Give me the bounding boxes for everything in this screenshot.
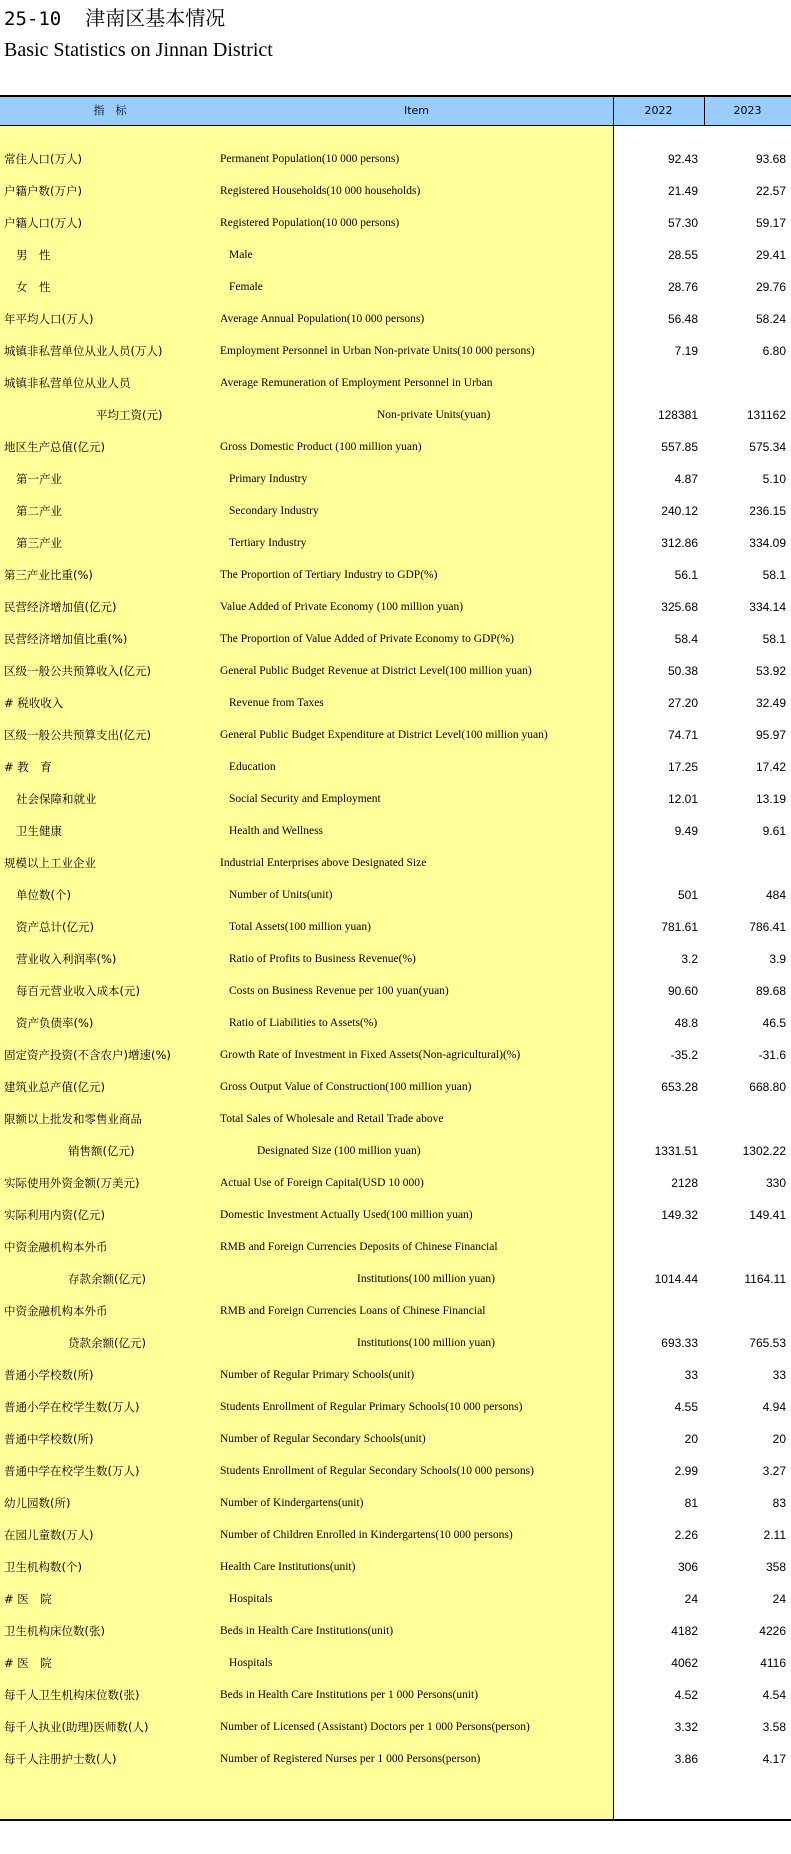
value-2022 [613,847,698,879]
table-row [0,1295,791,1327]
indicator-cn: # 医 院 [4,1656,52,1670]
table-row [0,1231,791,1263]
indicator-cn: 每千人执业(助理)医师数(人) [4,1720,149,1734]
value-2023: 4116 [760,1656,786,1670]
value-2023: 58.24 [755,312,786,326]
indicator-en: RMB and Foreign Currencies Loans of Chinese Financial [220,1305,486,1317]
table-row [0,1327,791,1359]
table-row [0,527,791,559]
value-2023: 3.58 [762,1720,786,1734]
indicator-en: Health Care Institutions(unit) [220,1561,356,1573]
indicator-cn: 平均工资(元) [96,408,163,422]
table-row [0,1359,791,1391]
table-row [0,1711,791,1743]
table-row [0,495,791,527]
value-2023: 29.41 [755,248,786,262]
value-2023 [704,1295,786,1327]
indicator-en: Primary Industry [229,473,308,485]
indicator-cn: 规模以上工业企业 [4,856,96,870]
indicator-cn: 第三产业比重(%) [4,568,93,582]
value-2023: 89.68 [755,984,786,998]
value-2022: 33 [684,1368,698,1382]
value-2023: 2.11 [763,1528,786,1542]
value-2023: 765.53 [749,1336,786,1350]
table-row [0,943,791,975]
value-2022: 28.76 [667,280,698,294]
table-row [0,175,791,207]
value-2022: 557.85 [661,440,698,454]
indicator-cn: 城镇非私营单位从业人员(万人) [4,344,163,358]
indicator-en: Employment Personnel in Urban Non-private Units(10 000 persons) [220,345,535,357]
indicator-cn: 第二产业 [16,504,62,518]
table-title-cn [4,6,225,31]
table-row [0,1135,791,1167]
value-2022: 56.48 [667,312,698,326]
indicator-cn: 民营经济增加值比重(%) [4,632,128,646]
indicator-en: Number of Registered Nurses per 1 000 Persons(person) [220,1753,481,1765]
indicator-en: Costs on Business Revenue per 100 yuan(yuan) [229,985,449,997]
value-2022: 2.26 [674,1528,698,1542]
value-2022: 2.99 [674,1464,698,1478]
table-row [0,271,791,303]
indicator-cn: 建筑业总产值(亿元) [4,1080,105,1094]
indicator-en: Industrial Enterprises above Designated Size [220,857,427,869]
indicator-cn: 资产总计(亿元) [16,920,94,934]
indicator-cn: 营业收入利润率(%) [16,952,117,966]
value-2023: 5.10 [762,472,786,486]
indicator-en: Students Enrollment of Regular Primary Schools(10 000 persons) [220,1401,523,1413]
value-2022: 9.49 [674,824,698,838]
indicator-en: Number of Kindergartens(unit) [220,1497,364,1509]
indicator-en: Ratio of Profits to Business Revenue(%) [229,953,416,965]
table-row [0,399,791,431]
bottom-rule [0,1819,791,1821]
indicator-cn: 男 性 [16,248,51,262]
value-2022: 693.33 [661,1336,698,1350]
indicator-en: Ratio of Liabilities to Assets(%) [229,1017,378,1029]
value-2022: 4.87 [674,472,698,486]
table-row [0,1615,791,1647]
value-2023: 358 [765,1560,786,1574]
value-2022: 3.32 [674,1720,698,1734]
value-2022: 240.12 [661,504,698,518]
table-row [0,655,791,687]
indicator-en: Domestic Investment Actually Used(100 million yuan) [220,1209,473,1221]
value-2023: 1164.11 [744,1272,786,1286]
value-2023: 236.15 [749,504,786,518]
indicator-cn: 城镇非私营单位从业人员 [4,376,131,390]
table-row [0,559,791,591]
value-2022: 1014.44 [654,1272,698,1286]
value-2022: 501 [677,888,698,902]
header-2023: 2023 [733,104,762,117]
indicator-en: Gross Output Value of Construction(100 million yuan) [220,1081,472,1093]
indicator-cn: 每千人注册护士数(人) [4,1752,117,1766]
indicator-cn: 普通小学校数(所) [4,1368,94,1382]
indicator-cn: 实际使用外资金额(万美元) [4,1176,140,1190]
value-2023: 786.41 [749,920,786,934]
table-number: 25-10 [4,8,62,30]
value-2023: 20 [772,1432,786,1446]
indicator-en: Registered Households(10 000 households) [220,185,421,197]
table-row [0,1743,791,1775]
value-2022: 27.20 [667,696,698,710]
value-2022: 4.55 [674,1400,698,1414]
value-2023: 93.68 [755,152,786,166]
value-2023: 58.1 [762,632,786,646]
value-2022: 92.43 [667,152,698,166]
indicator-en: Designated Size (100 million yuan) [257,1145,421,1157]
indicator-cn: 地区生产总值(亿元) [4,440,105,454]
value-2023: 4.17 [762,1752,786,1766]
indicator-cn: 固定资产投资(不含农户)增速(%) [4,1048,171,1062]
table-row [0,335,791,367]
value-2023: 95.97 [755,728,786,742]
indicator-en: Growth Rate of Investment in Fixed Assets(Non-agricultural)(%) [220,1049,521,1061]
table-row [0,591,791,623]
indicator-cn: # 教 育 [4,760,52,774]
value-2022: 325.68 [661,600,698,614]
header-indicator: 指 标 [93,104,127,117]
value-2022 [613,367,698,399]
value-2022: 58.4 [674,632,698,646]
header-item: Item [403,104,430,117]
header-divider [704,97,705,125]
value-2023: 6.80 [762,344,786,358]
table-row [0,463,791,495]
table-row [0,911,791,943]
statistics-table [0,97,791,1820]
indicator-cn: 存款余额(亿元) [68,1272,146,1286]
indicator-cn: # 医 院 [4,1592,52,1606]
value-2022: 17.25 [667,760,698,774]
table-row [0,207,791,239]
table-row [0,1423,791,1455]
indicator-cn: 销售额(亿元) [68,1144,135,1158]
indicator-en: Total Assets(100 million yuan) [229,921,371,933]
indicator-cn: 卫生健康 [16,824,62,838]
indicator-en: Female [229,281,263,293]
value-2022: 4.52 [674,1688,698,1702]
table-row [0,975,791,1007]
table-row [0,623,791,655]
indicator-cn: 常住人口(万人) [4,152,82,166]
value-2023: 334.14 [749,600,786,614]
value-2023: 4226 [759,1624,786,1638]
indicator-en: Gross Domestic Product (100 million yuan) [220,441,422,453]
value-2022: 149.32 [661,1208,698,1222]
value-2022: -35.2 [670,1048,698,1062]
indicator-en: Male [229,249,253,261]
indicator-cn: 在园儿童数(万人) [4,1528,94,1542]
table-row [0,1455,791,1487]
value-2022: 1331.51 [654,1144,698,1158]
indicator-en: Institutions(100 million yuan) [357,1337,495,1349]
indicator-en: Tertiary Industry [229,537,307,549]
table-row [0,751,791,783]
indicator-en: Hospitals [229,1593,273,1605]
value-2022: 81 [684,1496,698,1510]
indicator-cn: 每千人卫生机构床位数(张) [4,1688,140,1702]
value-2022: 3.2 [681,952,698,966]
value-2023: 53.92 [755,664,786,678]
table-row [0,1551,791,1583]
value-2023: 575.34 [749,440,786,454]
table-row [0,1679,791,1711]
indicator-cn: 普通中学在校学生数(万人) [4,1464,140,1478]
indicator-en: General Public Budget Expenditure at District Level(100 million yuan) [220,729,548,741]
value-2022: 12.01 [667,792,698,806]
table-row [0,1071,791,1103]
value-2022: 24 [684,1592,698,1606]
indicator-cn: 民营经济增加值(亿元) [4,600,117,614]
indicator-cn: 普通小学在校学生数(万人) [4,1400,140,1414]
table-row [0,1007,791,1039]
indicator-cn: 实际利用内资(亿元) [4,1208,105,1222]
value-2022: 781.61 [661,920,698,934]
value-2022: 57.30 [667,216,698,230]
table-row [0,1167,791,1199]
value-2022: 312.86 [661,536,698,550]
indicator-en: Number of Regular Primary Schools(unit) [220,1369,415,1381]
value-2023: 334.09 [749,536,786,550]
value-2022: 653.28 [661,1080,698,1094]
value-2023: 4.54 [762,1688,786,1702]
indicator-en: Health and Wellness [229,825,324,837]
indicator-en: Number of Children Enrolled in Kindergartens(10 000 persons) [220,1529,513,1541]
table-row [0,143,791,175]
value-2022 [613,1103,698,1135]
indicator-en: Institutions(100 million yuan) [357,1273,495,1285]
indicator-cn: 第一产业 [16,472,62,486]
top-rule [0,95,791,97]
indicator-cn: 年平均人口(万人) [4,312,94,326]
indicator-cn: 户籍户数(万户) [4,184,82,198]
table-row [0,783,791,815]
table-row [0,1103,791,1135]
table-row [0,1647,791,1679]
table-title-chinese: 津南区基本情况 [85,6,226,30]
indicator-cn: 幼儿园数(所) [4,1496,71,1510]
value-2023: 13.19 [755,792,786,806]
value-2023: 29.76 [755,280,786,294]
indicator-cn: 贷款余额(亿元) [68,1336,146,1350]
value-2023: 149.41 [749,1208,786,1222]
value-2022: 50.38 [667,664,698,678]
indicator-en: Number of Regular Secondary Schools(unit) [220,1433,426,1445]
indicator-en: Number of Units(unit) [229,889,333,901]
indicator-en: Education [229,761,276,773]
value-2023 [704,1231,786,1263]
indicator-en: Registered Population(10 000 persons) [220,217,400,229]
indicator-cn: 户籍人口(万人) [4,216,82,230]
value-2022: 28.55 [667,248,698,262]
value-2022: 4182 [671,1624,698,1638]
table-row [0,1039,791,1071]
table-row [0,1199,791,1231]
indicator-cn: 卫生机构床位数(张) [4,1624,105,1638]
indicator-cn: 中资金融机构本外币 [4,1304,108,1318]
indicator-en: The Proportion of Value Added of Private Economy to GDP(%) [220,633,514,645]
table-row [0,719,791,751]
indicator-en: The Proportion of Tertiary Industry to GDP(%) [220,569,438,581]
indicator-en: Number of Licensed (Assistant) Doctors per 1 000 Persons(person) [220,1721,530,1733]
value-2022: 2128 [671,1176,698,1190]
indicator-en: Students Enrollment of Regular Secondary Schools(10 000 persons) [220,1465,534,1477]
value-2022: 128381 [657,408,698,422]
table-row [0,1391,791,1423]
indicator-en: Actual Use of Foreign Capital(USD 10 000) [220,1177,424,1189]
value-2023 [704,847,786,879]
table-title-en: Basic Statistics on Jinnan District [4,39,273,61]
value-2022: 56.1 [674,568,698,582]
indicator-en: Average Remuneration of Employment Personnel in Urban [220,377,493,389]
indicator-cn: 女 性 [16,280,51,294]
indicator-en: RMB and Foreign Currencies Deposits of Chinese Financial [220,1241,498,1253]
indicator-cn: 卫生机构数(个) [4,1560,82,1574]
indicator-en: Beds in Health Care Institutions(unit) [220,1625,394,1637]
value-2023: 1302.22 [742,1144,786,1158]
indicator-en: Total Sales of Wholesale and Retail Trade above [220,1113,444,1125]
value-2022: 4062 [671,1656,698,1670]
indicator-en: Hospitals [229,1657,273,1669]
value-2023: 330 [765,1176,786,1190]
table-row [0,879,791,911]
indicator-en: Revenue from Taxes [229,697,324,709]
indicator-cn: 资产负债率(%) [16,1016,94,1030]
indicator-cn: 第三产业 [16,536,62,550]
value-2023: 3.9 [769,952,786,966]
indicator-cn: 限额以上批发和零售业商品 [4,1112,142,1126]
indicator-cn: 区级一般公共预算支出(亿元) [4,728,151,742]
table-header [0,97,791,126]
value-2023: 33 [772,1368,786,1382]
table-row [0,367,791,399]
value-2023 [704,367,786,399]
indicator-cn: 普通中学校数(所) [4,1432,94,1446]
indicator-cn: # 税收收入 [4,696,64,710]
value-2023 [704,1103,786,1135]
indicator-en: Beds in Health Care Institutions per 1 000 Persons(unit) [220,1689,479,1701]
indicator-cn: 单位数(个) [16,888,71,902]
table-row [0,431,791,463]
table-row [0,847,791,879]
indicator-en: Non-private Units(yuan) [377,409,491,421]
table-row [0,1583,791,1615]
indicator-cn: 社会保障和就业 [16,792,97,806]
table-row [0,687,791,719]
value-2023: 58.1 [762,568,786,582]
indicator-en: Social Security and Employment [229,793,381,805]
indicator-en: Value Added of Private Economy (100 million yuan) [220,601,464,613]
indicator-en: Secondary Industry [229,505,319,517]
value-2023: 32.49 [755,696,786,710]
value-2022: 74.71 [667,728,698,742]
table-row [0,1263,791,1295]
value-2023: 9.61 [762,824,786,838]
value-2022: 306 [677,1560,698,1574]
value-2022: 90.60 [667,984,698,998]
value-2023: 83 [772,1496,786,1510]
indicator-cn: 每百元营业收入成本(元) [16,984,140,998]
value-2022 [613,1295,698,1327]
value-2023: 17.42 [755,760,786,774]
indicator-cn: 区级一般公共预算收入(亿元) [4,664,151,678]
value-2022: 20 [684,1432,698,1446]
table-row [0,815,791,847]
indicator-en: General Public Budget Revenue at District Level(100 million yuan) [220,665,532,677]
value-2023: -31.6 [758,1048,786,1062]
value-2023: 668.80 [749,1080,786,1094]
table-row [0,1519,791,1551]
table-row [0,303,791,335]
value-2023: 22.57 [755,184,786,198]
value-2023: 24 [772,1592,786,1606]
table-row [0,1487,791,1519]
value-2023: 484 [765,888,786,902]
value-2023: 4.94 [762,1400,786,1414]
header-2022: 2022 [644,104,673,117]
value-2023: 46.5 [762,1016,786,1030]
indicator-cn: 中资金融机构本外币 [4,1240,108,1254]
value-2022 [613,1231,698,1263]
value-2022: 48.8 [674,1016,698,1030]
value-2023: 131162 [746,408,786,422]
value-2022: 21.49 [667,184,698,198]
value-2022: 3.86 [674,1752,698,1766]
indicator-en: Permanent Population(10 000 persons) [220,153,400,165]
value-2023: 3.27 [762,1464,786,1478]
value-2023: 59.17 [755,216,786,230]
indicator-en: Average Annual Population(10 000 persons) [220,313,425,325]
table-row [0,239,791,271]
value-2022: 7.19 [674,344,698,358]
